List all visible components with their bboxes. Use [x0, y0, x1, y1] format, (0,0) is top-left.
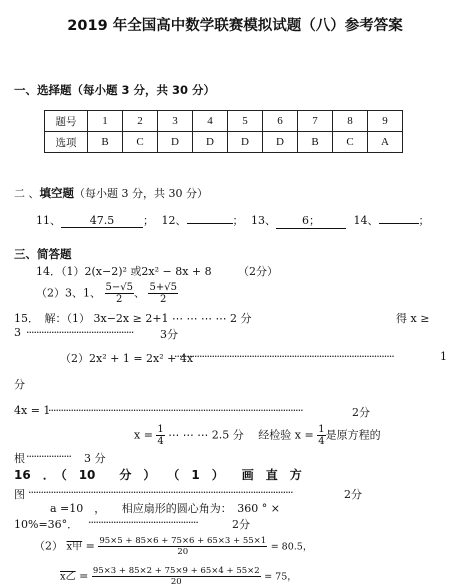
q16-xa-line: （2） x甲 = $\frac{95\times 5 + 85\times 6 + 75\times 6 + 65\times 3 + 55\times 1}{20}$ = 80.5，	[34, 536, 313, 557]
section2-heading	[14, 185, 208, 201]
mean-symbol: x甲	[66, 541, 83, 553]
table-row-answers	[45, 132, 403, 153]
section1-heading: 一、选择题（每小题 3 分，共 30 分）	[14, 83, 216, 97]
q15-4x-end: 2分	[352, 406, 370, 419]
table-cell: D	[193, 132, 228, 153]
q16-xb-line: x乙 = $\frac{95\times 3 + 85\times 2 + 75\times 9 + 65\times 4 + 55\times 2}{20}$ = 75，	[60, 566, 297, 587]
blank-answer: 47.5	[61, 214, 143, 228]
section2-prefix: 二 、	[14, 187, 40, 200]
q15-part2: （2）2x² + 1 = 2x² + 4x	[60, 352, 194, 365]
fraction-denominator: 4	[157, 436, 164, 447]
fraction-numerator: 5+√5	[149, 282, 177, 293]
table-cell: 5	[228, 111, 263, 132]
q14-line1: 14．（1）2(x−2)² 或2x² − 8x + 8	[36, 265, 212, 278]
blank-number: 14、	[353, 214, 379, 227]
table-cell: D	[263, 132, 298, 153]
q16-tu: 图	[14, 488, 25, 501]
x-equals: x =	[294, 428, 314, 442]
q14-score: （2分）	[238, 265, 278, 278]
leader-dots: ··········································································································	[28, 486, 293, 499]
q15-gen-end: 3 分	[84, 452, 106, 465]
page-title: 2019 年全国高中数学联赛模拟试题（八）参考答案	[67, 18, 403, 34]
blank-answer	[379, 223, 419, 224]
fraction-denominator: 4	[318, 436, 325, 447]
separator: 、	[133, 286, 145, 300]
fill-blank-line	[36, 212, 430, 229]
blank-sep: ；	[418, 214, 430, 227]
table-cell: B	[298, 132, 333, 153]
q16-tu-end: 2分	[344, 488, 362, 501]
q15-x-tail: 是原方程的	[325, 428, 381, 442]
mean-result: = 80.5，	[270, 541, 313, 553]
q16-a-line: a =10 ， 相应扇形的圆心角为： 360 ° ×	[50, 502, 280, 515]
q15-part2-end: 1	[440, 350, 447, 363]
q15-fen: 分	[14, 378, 25, 391]
section2-bold: 填空题	[39, 186, 74, 200]
fraction-numerator: 95×5 + 85×6 + 75×6 + 65×3 + 55×1	[99, 536, 267, 546]
q15-line1-right: 得 x ≥	[396, 312, 430, 325]
fraction-denominator: 20	[177, 547, 189, 557]
q16-pct-end: 2分	[232, 518, 250, 531]
table-cell: 4	[193, 111, 228, 132]
section2-rest: （每小题 3 分，共 30 分）	[74, 187, 208, 200]
fraction-numerator: 1	[318, 424, 325, 435]
leader-dots: ······································································································	[48, 404, 303, 417]
fraction	[156, 424, 164, 447]
q15-x-mid: ⋯ ⋯ ⋯ 2.5 分 经检验	[164, 428, 292, 442]
leader-dots: ············································	[88, 516, 198, 529]
q16-pct: 10%=36°．	[14, 518, 79, 531]
fraction-numerator: 95×3 + 85×2 + 75×9 + 65×4 + 55×2	[92, 566, 260, 576]
table-cell: B	[88, 132, 123, 153]
answer-table	[44, 110, 403, 153]
q16-line: 16 ． （ 10 分 ） （ 1 ） 画 直 方	[14, 468, 302, 482]
q15-x-line	[134, 424, 381, 447]
fraction-numerator: 1	[157, 424, 164, 435]
q14-line2	[36, 282, 178, 305]
q15-line2-end: 3分	[160, 328, 178, 341]
blank-number: 12、	[161, 214, 187, 227]
table-cell: 1	[88, 111, 123, 132]
table-cell: D	[158, 132, 193, 153]
q15-line1: 15． 解：（1） 3x−2x ≥ 2+1 ⋯ ⋯ ⋯ ⋯ 2 分	[14, 312, 252, 325]
fraction	[98, 536, 267, 557]
table-header-cell: 题号	[45, 111, 88, 132]
table-cell: D	[228, 132, 263, 153]
table-cell: C	[333, 132, 368, 153]
fraction	[148, 282, 177, 305]
blank-answer: 6；	[276, 212, 346, 229]
leader-dots: ···········································	[26, 326, 134, 339]
fraction-denominator: 2	[160, 294, 167, 305]
q15-gen: 根	[14, 452, 25, 465]
fraction-denominator: 20	[170, 577, 182, 587]
table-header-cell: 选项	[45, 132, 88, 153]
mean-result: = 75，	[264, 571, 297, 583]
blank-number: 13、	[251, 214, 276, 227]
q15-line2-start: 3	[14, 326, 21, 339]
table-cell: 7	[298, 111, 333, 132]
q14-prefix: （2）3、1、	[36, 286, 101, 300]
q16-part-label: （2）	[34, 539, 63, 553]
fraction-denominator: 2	[116, 294, 123, 305]
x-equals: x =	[134, 428, 153, 442]
fraction	[92, 566, 261, 587]
fraction-numerator: 5−√5	[105, 282, 133, 293]
blank-answer	[187, 223, 233, 224]
mean-symbol: x乙	[60, 571, 76, 583]
blank-sep: ；	[232, 214, 244, 227]
section3-heading: 三、简答题	[14, 247, 72, 261]
blank-sep: ；	[143, 214, 154, 227]
table-cell: 6	[263, 111, 298, 132]
table-cell: 8	[333, 111, 368, 132]
leader-dots: ························································································	[174, 350, 394, 363]
table-cell: 9	[368, 111, 403, 132]
fraction	[105, 282, 134, 305]
leader-dots: ··················	[26, 450, 71, 463]
table-cell: A	[368, 132, 403, 153]
table-cell: 2	[123, 111, 158, 132]
table-cell: 3	[158, 111, 193, 132]
table-row-numbers	[45, 111, 403, 132]
table-cell: C	[123, 132, 158, 153]
q15-4x: 4x = 1	[14, 404, 51, 417]
blank-number: 11、	[36, 214, 61, 227]
fraction	[317, 424, 325, 447]
